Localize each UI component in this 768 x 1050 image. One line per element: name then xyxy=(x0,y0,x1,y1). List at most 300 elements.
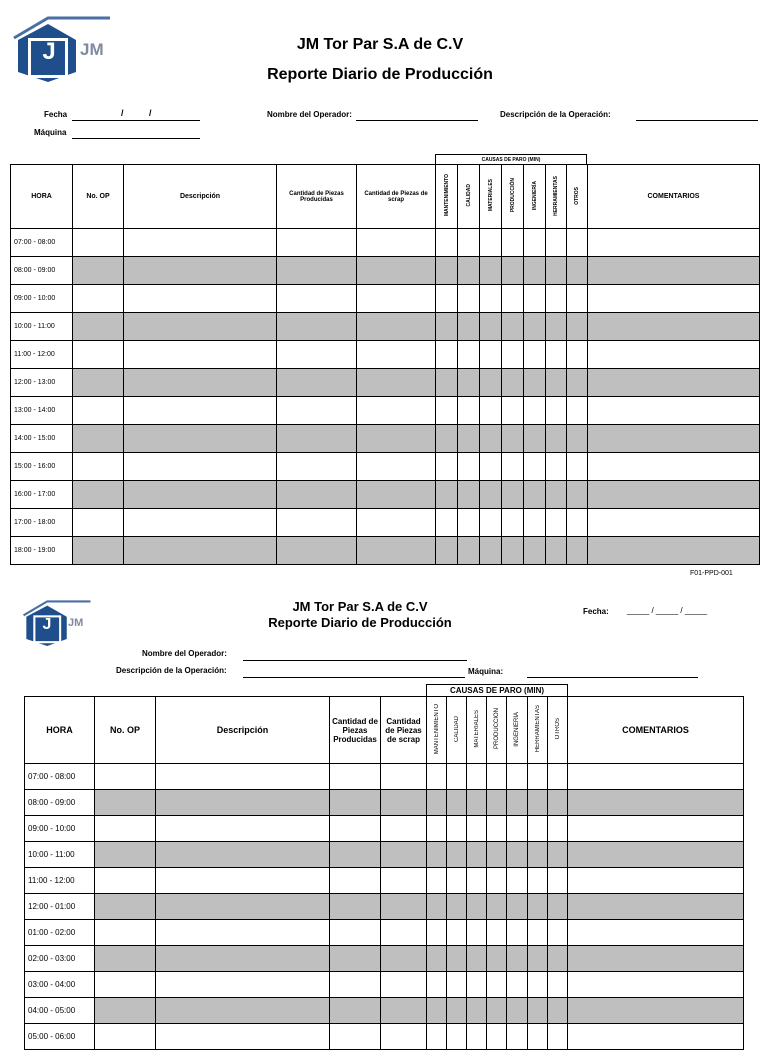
cause-cell[interactable] xyxy=(447,1024,467,1050)
cause-cell[interactable] xyxy=(447,842,467,868)
piezas-scrap-cell[interactable] xyxy=(381,946,427,972)
cause-cell[interactable] xyxy=(528,790,548,816)
cause-cell[interactable] xyxy=(502,341,524,369)
operador-field[interactable] xyxy=(243,660,467,661)
no-op-cell[interactable] xyxy=(73,313,124,341)
table-row xyxy=(11,397,760,425)
header-descripcion: Descripción xyxy=(156,697,330,764)
header-hora: HORA xyxy=(25,697,95,764)
cause-cell[interactable] xyxy=(487,1024,507,1050)
descripcion-cell[interactable] xyxy=(156,1024,330,1050)
descripcion-cell[interactable] xyxy=(156,842,330,868)
cause-cell[interactable] xyxy=(528,842,548,868)
descripcion-cell[interactable] xyxy=(124,257,277,285)
no-op-cell[interactable] xyxy=(73,257,124,285)
cause-cell[interactable] xyxy=(524,229,546,257)
cause-cell[interactable] xyxy=(524,313,546,341)
cause-cell[interactable] xyxy=(567,509,588,537)
cause-cell[interactable] xyxy=(507,816,528,842)
table-row xyxy=(25,816,744,842)
fecha-field[interactable]: _____ / _____ / _____ xyxy=(627,606,708,615)
cause-cell[interactable] xyxy=(546,481,567,509)
piezas-producidas-cell[interactable] xyxy=(330,816,381,842)
cause-cell[interactable] xyxy=(487,920,507,946)
cause-cell[interactable] xyxy=(480,257,502,285)
piezas-producidas-cell[interactable] xyxy=(277,341,357,369)
cause-cell[interactable] xyxy=(447,894,467,920)
cause-cell[interactable] xyxy=(546,425,567,453)
table-row xyxy=(25,842,744,868)
descripcion-cell[interactable] xyxy=(124,285,277,313)
maquina-field[interactable] xyxy=(72,138,200,139)
cause-cell[interactable] xyxy=(436,313,458,341)
fecha-field[interactable] xyxy=(72,120,200,121)
comentarios-cell[interactable] xyxy=(588,453,760,481)
piezas-scrap-cell[interactable] xyxy=(357,341,436,369)
piezas-producidas-cell[interactable] xyxy=(277,425,357,453)
cause-cell[interactable] xyxy=(436,453,458,481)
cause-cell[interactable] xyxy=(502,313,524,341)
descripcion-cell[interactable] xyxy=(124,509,277,537)
comentarios-cell[interactable] xyxy=(588,537,760,565)
cause-cell[interactable] xyxy=(567,453,588,481)
piezas-producidas-cell[interactable] xyxy=(330,894,381,920)
cause-cell[interactable] xyxy=(548,868,568,894)
header-cause xyxy=(467,697,487,764)
cause-cell[interactable] xyxy=(427,946,447,972)
descripcion-cell[interactable] xyxy=(156,894,330,920)
cause-cell[interactable] xyxy=(524,537,546,565)
descripcion-cell[interactable] xyxy=(156,920,330,946)
cause-cell[interactable] xyxy=(447,790,467,816)
no-op-cell[interactable] xyxy=(73,509,124,537)
descripcion-cell[interactable] xyxy=(156,972,330,998)
cause-cell[interactable] xyxy=(502,397,524,425)
piezas-scrap-cell[interactable] xyxy=(357,313,436,341)
cause-cell[interactable] xyxy=(502,537,524,565)
piezas-scrap-cell[interactable] xyxy=(357,229,436,257)
cause-cell[interactable] xyxy=(548,920,568,946)
cause-cell[interactable] xyxy=(427,790,447,816)
piezas-producidas-cell[interactable] xyxy=(330,764,381,790)
descripcion-cell[interactable] xyxy=(156,816,330,842)
comentarios-cell[interactable] xyxy=(588,229,760,257)
cause-cell[interactable] xyxy=(567,397,588,425)
cause-cell[interactable] xyxy=(487,868,507,894)
piezas-producidas-cell[interactable] xyxy=(277,453,357,481)
piezas-producidas-cell[interactable] xyxy=(277,509,357,537)
cause-cell[interactable] xyxy=(427,842,447,868)
cause-cell[interactable] xyxy=(528,998,548,1024)
cause-cell[interactable] xyxy=(458,229,480,257)
no-op-cell[interactable] xyxy=(95,972,156,998)
cause-cell[interactable] xyxy=(548,764,568,790)
cause-cell[interactable] xyxy=(567,285,588,313)
piezas-scrap-cell[interactable] xyxy=(381,868,427,894)
cause-cell[interactable] xyxy=(524,257,546,285)
cause-label: MANTENIMIENTO xyxy=(443,174,450,217)
piezas-scrap-cell[interactable] xyxy=(381,842,427,868)
cause-cell[interactable] xyxy=(524,397,546,425)
comentarios-cell[interactable] xyxy=(588,341,760,369)
cause-cell[interactable] xyxy=(436,341,458,369)
cause-cell[interactable] xyxy=(567,257,588,285)
header-cause xyxy=(548,697,568,764)
comentarios-cell[interactable] xyxy=(568,920,744,946)
piezas-producidas-cell[interactable] xyxy=(330,868,381,894)
descripcion-cell[interactable] xyxy=(124,313,277,341)
cause-cell[interactable] xyxy=(467,946,487,972)
cause-cell[interactable] xyxy=(502,369,524,397)
cause-cell[interactable] xyxy=(567,481,588,509)
cause-cell[interactable] xyxy=(467,790,487,816)
cause-cell[interactable] xyxy=(427,972,447,998)
cause-cell[interactable] xyxy=(507,1024,528,1050)
no-op-cell[interactable] xyxy=(73,285,124,313)
cause-cell[interactable] xyxy=(427,1024,447,1050)
cause-cell[interactable] xyxy=(548,790,568,816)
cause-cell[interactable] xyxy=(546,229,567,257)
cause-cell[interactable] xyxy=(447,816,467,842)
descripcion-cell[interactable] xyxy=(124,453,277,481)
cause-cell[interactable] xyxy=(458,313,480,341)
operacion-field[interactable] xyxy=(243,677,465,678)
comentarios-cell[interactable] xyxy=(568,816,744,842)
piezas-producidas-cell[interactable] xyxy=(277,369,357,397)
comentarios-cell[interactable] xyxy=(588,369,760,397)
cause-cell[interactable] xyxy=(436,229,458,257)
operador-field[interactable] xyxy=(356,120,478,121)
cause-cell[interactable] xyxy=(467,842,487,868)
cause-cell[interactable] xyxy=(447,868,467,894)
descripcion-cell[interactable] xyxy=(124,537,277,565)
cause-label: MATERIALES xyxy=(473,710,480,748)
descripcion-cell[interactable] xyxy=(156,998,330,1024)
cause-cell[interactable] xyxy=(507,946,528,972)
cause-cell[interactable] xyxy=(427,764,447,790)
no-op-cell[interactable] xyxy=(73,397,124,425)
piezas-producidas-cell[interactable] xyxy=(277,229,357,257)
cause-cell[interactable] xyxy=(467,868,487,894)
cause-cell[interactable] xyxy=(507,868,528,894)
no-op-cell[interactable] xyxy=(95,764,156,790)
cause-cell[interactable] xyxy=(546,257,567,285)
cause-cell[interactable] xyxy=(507,790,528,816)
cause-cell[interactable] xyxy=(502,285,524,313)
cause-cell[interactable] xyxy=(546,341,567,369)
piezas-scrap-cell[interactable] xyxy=(381,764,427,790)
cause-cell[interactable] xyxy=(458,369,480,397)
cause-cell[interactable] xyxy=(548,816,568,842)
no-op-cell[interactable] xyxy=(73,369,124,397)
cause-cell[interactable] xyxy=(567,537,588,565)
cause-cell[interactable] xyxy=(436,369,458,397)
cause-cell[interactable] xyxy=(507,894,528,920)
cause-cell[interactable] xyxy=(487,842,507,868)
cause-cell[interactable] xyxy=(458,397,480,425)
cause-cell[interactable] xyxy=(567,341,588,369)
cause-cell[interactable] xyxy=(507,842,528,868)
comentarios-cell[interactable] xyxy=(568,1024,744,1050)
operacion-field[interactable] xyxy=(636,120,758,121)
hour-cell: 14:00 - 15:00 xyxy=(11,425,73,453)
cause-cell[interactable] xyxy=(528,764,548,790)
cause-cell[interactable] xyxy=(480,229,502,257)
descripcion-cell[interactable] xyxy=(156,868,330,894)
piezas-producidas-cell[interactable] xyxy=(277,285,357,313)
cause-cell[interactable] xyxy=(502,509,524,537)
piezas-producidas-cell[interactable] xyxy=(277,397,357,425)
cause-cell[interactable] xyxy=(467,894,487,920)
comentarios-cell[interactable] xyxy=(588,509,760,537)
cause-cell[interactable] xyxy=(524,481,546,509)
no-op-cell[interactable] xyxy=(95,920,156,946)
no-op-cell[interactable] xyxy=(95,894,156,920)
cause-cell[interactable] xyxy=(546,509,567,537)
piezas-scrap-cell[interactable] xyxy=(381,1024,427,1050)
piezas-producidas-cell[interactable] xyxy=(330,790,381,816)
cause-cell[interactable] xyxy=(548,894,568,920)
comentarios-cell[interactable] xyxy=(568,998,744,1024)
cause-cell[interactable] xyxy=(487,764,507,790)
no-op-cell[interactable] xyxy=(73,425,124,453)
cause-cell[interactable] xyxy=(548,1024,568,1050)
no-op-cell[interactable] xyxy=(73,229,124,257)
cause-cell[interactable] xyxy=(487,790,507,816)
cause-cell[interactable] xyxy=(528,868,548,894)
cause-cell[interactable] xyxy=(528,894,548,920)
cause-cell[interactable] xyxy=(502,453,524,481)
cause-cell[interactable] xyxy=(524,369,546,397)
descripcion-cell[interactable] xyxy=(156,946,330,972)
cause-cell[interactable] xyxy=(524,341,546,369)
cause-cell[interactable] xyxy=(528,946,548,972)
cause-cell[interactable] xyxy=(546,285,567,313)
comentarios-cell[interactable] xyxy=(568,790,744,816)
cause-cell[interactable] xyxy=(546,453,567,481)
cause-cell[interactable] xyxy=(480,453,502,481)
comentarios-cell[interactable] xyxy=(568,972,744,998)
cause-cell[interactable] xyxy=(524,425,546,453)
cause-cell[interactable] xyxy=(458,341,480,369)
cause-cell[interactable] xyxy=(480,313,502,341)
maquina-label: Máquina xyxy=(34,128,67,137)
piezas-producidas-cell[interactable] xyxy=(330,998,381,1024)
no-op-cell[interactable] xyxy=(95,842,156,868)
comentarios-cell[interactable] xyxy=(568,842,744,868)
cause-cell[interactable] xyxy=(528,920,548,946)
descripcion-cell[interactable] xyxy=(124,229,277,257)
piezas-scrap-cell[interactable] xyxy=(357,509,436,537)
piezas-producidas-cell[interactable] xyxy=(330,1024,381,1050)
cause-cell[interactable] xyxy=(524,509,546,537)
cause-label: MANTENIMIENTO xyxy=(433,703,440,755)
cause-cell[interactable] xyxy=(467,972,487,998)
piezas-producidas-cell[interactable] xyxy=(330,842,381,868)
cause-cell[interactable] xyxy=(502,229,524,257)
cause-cell[interactable] xyxy=(546,369,567,397)
comentarios-cell[interactable] xyxy=(568,764,744,790)
cause-cell[interactable] xyxy=(487,816,507,842)
table-row xyxy=(25,920,744,946)
cause-cell[interactable] xyxy=(548,998,568,1024)
cause-cell[interactable] xyxy=(480,397,502,425)
descripcion-cell[interactable] xyxy=(156,790,330,816)
cause-cell[interactable] xyxy=(546,537,567,565)
cause-cell[interactable] xyxy=(436,509,458,537)
comentarios-cell[interactable] xyxy=(588,257,760,285)
no-op-cell[interactable] xyxy=(73,341,124,369)
comentarios-cell[interactable] xyxy=(588,397,760,425)
cause-cell[interactable] xyxy=(447,972,467,998)
cause-cell[interactable] xyxy=(507,764,528,790)
hour-cell: 08:00 - 09:00 xyxy=(11,257,73,285)
no-op-cell[interactable] xyxy=(73,537,124,565)
comentarios-cell[interactable] xyxy=(588,425,760,453)
cause-cell[interactable] xyxy=(467,764,487,790)
cause-cell[interactable] xyxy=(528,1024,548,1050)
piezas-scrap-cell[interactable] xyxy=(381,816,427,842)
cause-cell[interactable] xyxy=(467,816,487,842)
no-op-cell[interactable] xyxy=(95,946,156,972)
piezas-scrap-cell[interactable] xyxy=(357,285,436,313)
cause-cell[interactable] xyxy=(487,894,507,920)
piezas-scrap-cell[interactable] xyxy=(381,972,427,998)
cause-cell[interactable] xyxy=(447,998,467,1024)
cause-cell[interactable] xyxy=(528,972,548,998)
cause-cell[interactable] xyxy=(480,425,502,453)
piezas-scrap-cell[interactable] xyxy=(381,920,427,946)
cause-cell[interactable] xyxy=(458,257,480,285)
cause-cell[interactable] xyxy=(567,313,588,341)
no-op-cell[interactable] xyxy=(95,1024,156,1050)
cause-cell[interactable] xyxy=(427,894,447,920)
piezas-producidas-cell[interactable] xyxy=(277,257,357,285)
piezas-scrap-cell[interactable] xyxy=(357,369,436,397)
cause-cell[interactable] xyxy=(467,920,487,946)
cause-cell[interactable] xyxy=(548,842,568,868)
cause-cell[interactable] xyxy=(480,341,502,369)
cause-cell[interactable] xyxy=(458,453,480,481)
no-op-cell[interactable] xyxy=(73,481,124,509)
comentarios-cell[interactable] xyxy=(568,868,744,894)
cause-cell[interactable] xyxy=(480,369,502,397)
cause-cell[interactable] xyxy=(548,972,568,998)
cause-cell[interactable] xyxy=(467,1024,487,1050)
piezas-producidas-cell[interactable] xyxy=(330,972,381,998)
cause-cell[interactable] xyxy=(480,537,502,565)
cause-cell[interactable] xyxy=(436,257,458,285)
maquina-field[interactable] xyxy=(527,677,698,678)
cause-cell[interactable] xyxy=(502,481,524,509)
piezas-scrap-cell[interactable] xyxy=(357,481,436,509)
cause-cell[interactable] xyxy=(427,998,447,1024)
cause-cell[interactable] xyxy=(502,425,524,453)
comentarios-cell[interactable] xyxy=(588,313,760,341)
piezas-scrap-cell[interactable] xyxy=(381,998,427,1024)
cause-cell[interactable] xyxy=(480,285,502,313)
cause-cell[interactable] xyxy=(487,946,507,972)
piezas-scrap-cell[interactable] xyxy=(357,257,436,285)
cause-cell[interactable] xyxy=(447,946,467,972)
cause-cell[interactable] xyxy=(548,946,568,972)
cause-cell[interactable] xyxy=(458,285,480,313)
cause-cell[interactable] xyxy=(528,816,548,842)
cause-cell[interactable] xyxy=(487,972,507,998)
descripcion-cell[interactable] xyxy=(124,397,277,425)
cause-cell[interactable] xyxy=(567,425,588,453)
cause-cell[interactable] xyxy=(436,425,458,453)
cause-cell[interactable] xyxy=(427,868,447,894)
descripcion-cell[interactable] xyxy=(124,481,277,509)
hour-cell: 07:00 - 08:00 xyxy=(11,229,73,257)
cause-cell[interactable] xyxy=(458,425,480,453)
cause-cell[interactable] xyxy=(567,229,588,257)
cause-cell[interactable] xyxy=(458,509,480,537)
piezas-scrap-cell[interactable] xyxy=(357,453,436,481)
no-op-cell[interactable] xyxy=(95,998,156,1024)
cause-cell[interactable] xyxy=(524,453,546,481)
piezas-scrap-cell[interactable] xyxy=(381,894,427,920)
cause-cell[interactable] xyxy=(507,998,528,1024)
cause-cell[interactable] xyxy=(427,920,447,946)
cause-cell[interactable] xyxy=(447,764,467,790)
descripcion-cell[interactable] xyxy=(124,369,277,397)
comentarios-cell[interactable] xyxy=(568,894,744,920)
cause-cell[interactable] xyxy=(436,397,458,425)
descripcion-cell[interactable] xyxy=(156,764,330,790)
cause-cell[interactable] xyxy=(567,369,588,397)
cause-cell[interactable] xyxy=(502,257,524,285)
piezas-scrap-cell[interactable] xyxy=(357,397,436,425)
piezas-producidas-cell[interactable] xyxy=(330,920,381,946)
cause-cell[interactable] xyxy=(427,816,447,842)
cause-cell[interactable] xyxy=(458,537,480,565)
piezas-producidas-cell[interactable] xyxy=(277,537,357,565)
piezas-scrap-cell[interactable] xyxy=(381,790,427,816)
no-op-cell[interactable] xyxy=(95,816,156,842)
cause-cell[interactable] xyxy=(447,920,467,946)
cause-cell[interactable] xyxy=(507,920,528,946)
cause-cell[interactable] xyxy=(436,537,458,565)
cause-cell[interactable] xyxy=(487,998,507,1024)
piezas-scrap-cell[interactable] xyxy=(357,425,436,453)
cause-cell[interactable] xyxy=(480,481,502,509)
descripcion-cell[interactable] xyxy=(124,425,277,453)
cause-cell[interactable] xyxy=(546,313,567,341)
cause-cell[interactable] xyxy=(480,509,502,537)
cause-cell[interactable] xyxy=(524,285,546,313)
cause-cell[interactable] xyxy=(467,998,487,1024)
piezas-producidas-cell[interactable] xyxy=(277,481,357,509)
cause-cell[interactable] xyxy=(436,481,458,509)
comentarios-cell[interactable] xyxy=(568,946,744,972)
cause-cell[interactable] xyxy=(458,481,480,509)
piezas-producidas-cell[interactable] xyxy=(277,313,357,341)
comentarios-cell[interactable] xyxy=(588,481,760,509)
hour-cell: 11:00 - 12:00 xyxy=(11,341,73,369)
descripcion-cell[interactable] xyxy=(124,341,277,369)
comentarios-cell[interactable] xyxy=(588,285,760,313)
no-op-cell[interactable] xyxy=(95,790,156,816)
cause-cell[interactable] xyxy=(546,397,567,425)
no-op-cell[interactable] xyxy=(73,453,124,481)
piezas-producidas-cell[interactable] xyxy=(330,946,381,972)
cause-cell[interactable] xyxy=(436,285,458,313)
no-op-cell[interactable] xyxy=(95,868,156,894)
piezas-scrap-cell[interactable] xyxy=(357,537,436,565)
cause-cell[interactable] xyxy=(507,972,528,998)
